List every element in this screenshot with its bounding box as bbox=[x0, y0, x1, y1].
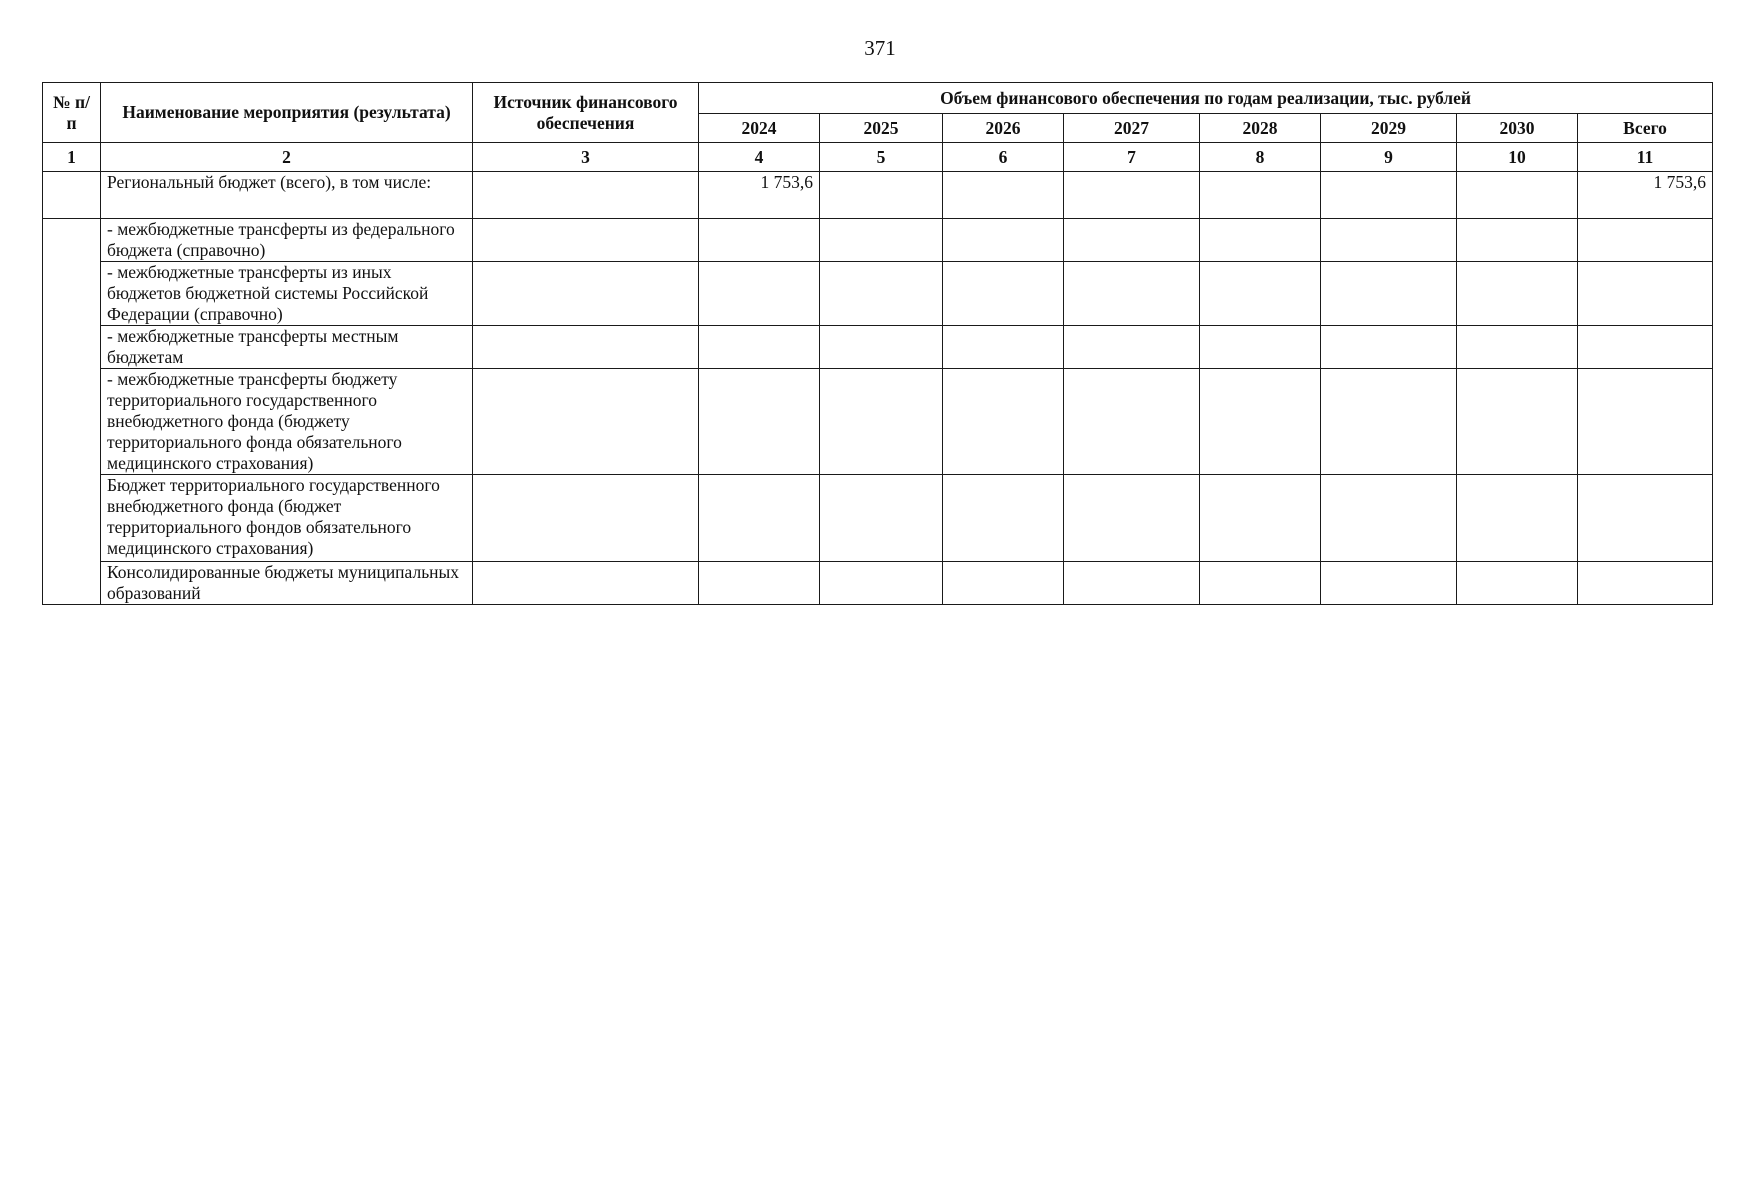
value-cell bbox=[1457, 219, 1578, 262]
total-cell: 1 753,6 bbox=[1578, 172, 1713, 219]
table-row bbox=[43, 369, 1713, 475]
value-cell bbox=[1457, 172, 1578, 219]
value-cell bbox=[1321, 219, 1457, 262]
value-cell bbox=[820, 562, 943, 605]
table-row bbox=[43, 262, 1713, 326]
value-cell bbox=[1321, 172, 1457, 219]
column-number: 8 bbox=[1200, 143, 1321, 172]
value-cell bbox=[820, 326, 943, 369]
value-cell bbox=[699, 326, 820, 369]
value-cell bbox=[943, 326, 1064, 369]
row-num-cell bbox=[43, 172, 101, 219]
row-source bbox=[473, 326, 699, 369]
header-year: 2024 bbox=[699, 114, 820, 143]
header-year: 2025 bbox=[820, 114, 943, 143]
column-number: 2 bbox=[101, 143, 473, 172]
value-cell bbox=[1064, 172, 1200, 219]
row-name: - межбюджетные трансферты бюджету территориального государственного внебюджетного фонда (бюджету территориального фонда обязательного медицинского страхования) bbox=[101, 369, 473, 475]
total-cell bbox=[1578, 219, 1713, 262]
value-cell bbox=[1200, 172, 1321, 219]
column-number: 9 bbox=[1321, 143, 1457, 172]
row-source bbox=[473, 369, 699, 475]
total-cell bbox=[1578, 369, 1713, 475]
value-cell bbox=[1457, 369, 1578, 475]
value-cell bbox=[820, 219, 943, 262]
value-cell bbox=[1200, 326, 1321, 369]
value-cell bbox=[1200, 475, 1321, 562]
row-source bbox=[473, 562, 699, 605]
value-cell bbox=[1321, 562, 1457, 605]
column-number: 10 bbox=[1457, 143, 1578, 172]
column-number: 3 bbox=[473, 143, 699, 172]
value-cell bbox=[943, 369, 1064, 475]
value-cell bbox=[699, 369, 820, 475]
value-cell bbox=[1064, 326, 1200, 369]
row-source bbox=[473, 475, 699, 562]
header-year: 2028 bbox=[1200, 114, 1321, 143]
value-cell bbox=[943, 219, 1064, 262]
value-cell bbox=[1457, 562, 1578, 605]
value-cell bbox=[943, 475, 1064, 562]
total-cell bbox=[1578, 475, 1713, 562]
value-cell bbox=[1200, 562, 1321, 605]
value-cell bbox=[699, 562, 820, 605]
value-cell bbox=[820, 262, 943, 326]
table-row bbox=[43, 172, 1713, 219]
value-cell bbox=[1064, 262, 1200, 326]
value-cell bbox=[1457, 262, 1578, 326]
row-name: - межбюджетные трансферты из федерального бюджета (справочно) bbox=[101, 219, 473, 262]
column-number: 7 bbox=[1064, 143, 1200, 172]
value-cell bbox=[1200, 219, 1321, 262]
financing-table bbox=[42, 82, 1713, 605]
row-source bbox=[473, 219, 699, 262]
value-cell bbox=[699, 475, 820, 562]
value-cell bbox=[943, 172, 1064, 219]
header-source: Источник финансового обеспечения bbox=[473, 83, 699, 143]
column-number-row bbox=[43, 143, 1713, 172]
header-num: № п/п bbox=[43, 83, 101, 143]
value-cell bbox=[1200, 369, 1321, 475]
header-row bbox=[43, 83, 1713, 114]
value-cell bbox=[943, 562, 1064, 605]
value-cell bbox=[699, 262, 820, 326]
total-cell bbox=[1578, 262, 1713, 326]
value-cell bbox=[1321, 475, 1457, 562]
column-number: 1 bbox=[43, 143, 101, 172]
header-year: 2029 bbox=[1321, 114, 1457, 143]
column-number: 4 bbox=[699, 143, 820, 172]
value-cell bbox=[1064, 219, 1200, 262]
table-row bbox=[43, 475, 1713, 562]
total-cell bbox=[1578, 562, 1713, 605]
row-name: - межбюджетные трансферты местным бюджетам bbox=[101, 326, 473, 369]
value-cell bbox=[1321, 369, 1457, 475]
value-cell bbox=[820, 172, 943, 219]
page-number: 371 bbox=[864, 36, 896, 60]
header-total: Всего bbox=[1578, 114, 1713, 143]
header-name: Наименование мероприятия (результата) bbox=[101, 83, 473, 143]
value-cell bbox=[1200, 262, 1321, 326]
table-row bbox=[43, 326, 1713, 369]
value-cell bbox=[943, 262, 1064, 326]
value-cell bbox=[1064, 562, 1200, 605]
value-cell bbox=[699, 219, 820, 262]
row-name: Консолидированные бюджеты муниципальных образований bbox=[101, 562, 473, 605]
row-name: - межбюджетные трансферты из иных бюджетов бюджетной системы Российской Федерации (справочно) bbox=[101, 262, 473, 326]
column-number: 5 bbox=[820, 143, 943, 172]
column-number: 6 bbox=[943, 143, 1064, 172]
header-year: 2026 bbox=[943, 114, 1064, 143]
column-number: 11 bbox=[1578, 143, 1713, 172]
header-year: 2027 bbox=[1064, 114, 1200, 143]
value-cell bbox=[1064, 475, 1200, 562]
value-cell bbox=[1457, 475, 1578, 562]
value-cell bbox=[820, 369, 943, 475]
value-cell bbox=[820, 475, 943, 562]
row-source bbox=[473, 172, 699, 219]
value-cell bbox=[1321, 326, 1457, 369]
total-cell bbox=[1578, 326, 1713, 369]
row-num-cell bbox=[43, 219, 101, 605]
value-cell: 1 753,6 bbox=[699, 172, 820, 219]
row-source bbox=[473, 262, 699, 326]
header-volume: Объем финансового обеспечения по годам реализации, тыс. рублей bbox=[699, 83, 1713, 114]
value-cell bbox=[1321, 262, 1457, 326]
value-cell bbox=[1064, 369, 1200, 475]
header-year: 2030 bbox=[1457, 114, 1578, 143]
value-cell bbox=[1457, 326, 1578, 369]
row-name: Бюджет территориального государственного внебюджетного фонда (бюджет территориального фондов обязательного медицинского страхования) bbox=[101, 475, 473, 562]
table-row bbox=[43, 219, 1713, 262]
table-row bbox=[43, 562, 1713, 605]
row-name: Региональный бюджет (всего), в том числе: bbox=[101, 172, 473, 219]
